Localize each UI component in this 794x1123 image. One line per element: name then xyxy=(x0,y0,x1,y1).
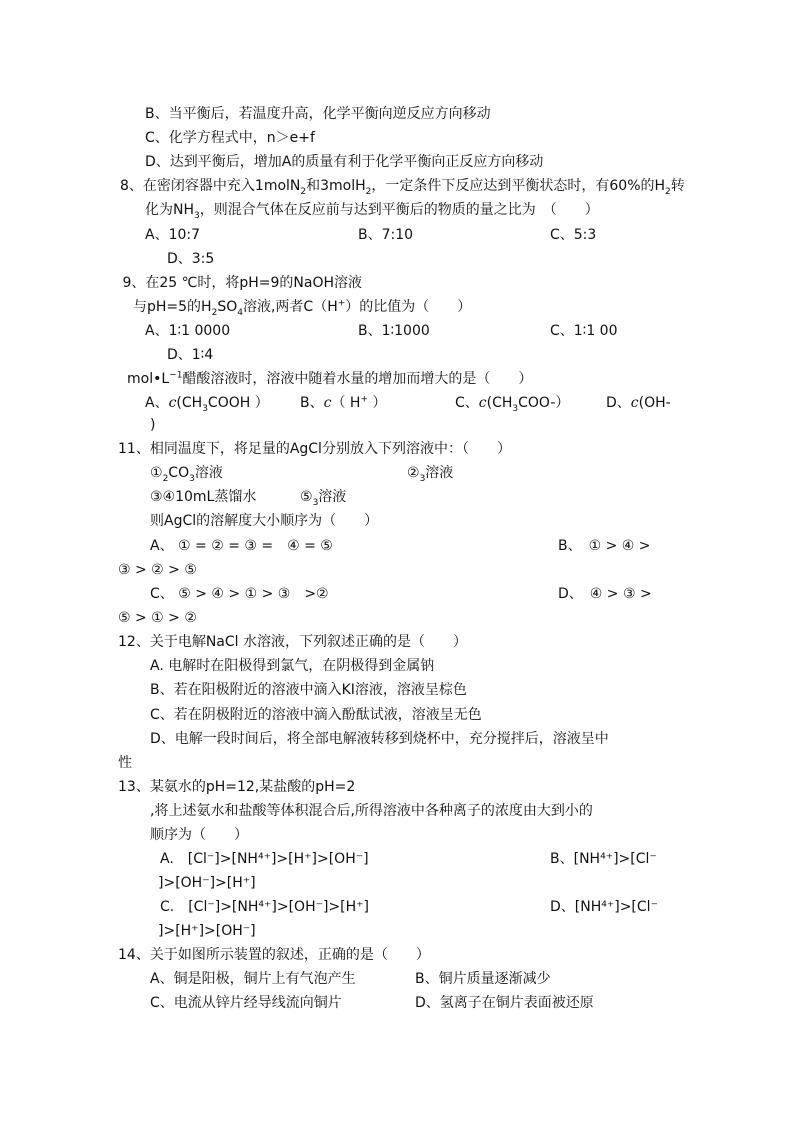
q12-option-c: C、若在阴极附近的溶液中滴入酚酞试液，溶液呈无色 xyxy=(150,707,482,723)
q12-stem: 12、关于电解NaCl 水溶液，下列叙述正确的是（ ） xyxy=(118,634,467,650)
q13-option-d-continued: ]>[H⁺]>[OH⁻] xyxy=(158,923,256,939)
q9-option-a: A、1∶1 0000 xyxy=(145,323,231,339)
q12-option-d-continued: 性 xyxy=(118,755,132,771)
q11-option-d: D、 ④ > ③ > xyxy=(558,586,652,602)
q9-option-b: B、1∶1000 xyxy=(358,323,430,339)
q8-option-d: D、3:5 xyxy=(167,251,215,267)
q10-option-d: D、c(OH- xyxy=(606,395,671,411)
q10-option-b: B、c（ H+ ） xyxy=(300,394,387,411)
q11-solution-1: $①_2CO_3$溶液 xyxy=(150,465,223,484)
q14-stem: 14、关于如图所示装置的叙述，正确的是（ ） xyxy=(118,947,430,963)
q12-option-a: A. 电解时在阳极得到氯气，在阴极得到金属钠 xyxy=(150,658,435,674)
q8-stem-line1: 8、在密闭容器中充入1molN$_2$和3molH$_2$，一定条件下反应达到平衡状态时，有60%的$H_2$转 xyxy=(120,178,685,197)
q14-option-c: C、电流从锌片经导线流向铜片 xyxy=(150,995,342,1011)
q10-option-c: C、$c(CH_3COO-)$ xyxy=(455,395,570,414)
q13-stem-line1: 13、某氨水的pH=12,某盐酸的pH=2 xyxy=(118,779,356,795)
q11-solution-2: $②_3$溶液 xyxy=(407,465,454,484)
q11-option-b-continued: ③ > ② > ⑤ xyxy=(118,562,197,578)
q8-option-c: C、5:3 xyxy=(550,227,597,243)
q7-option-c: C、化学方程式中，n＞e+f xyxy=(145,130,315,146)
q11-solution-5: $⑤_3$溶液 xyxy=(300,489,347,508)
q14-option-a: A、铜是阳极，铜片上有气泡产生 xyxy=(150,971,356,987)
q7-option-d: D、达到平衡后，增加A的质量有利于化学平衡向正反应方向移动 xyxy=(145,154,544,170)
q13-stem-line3: 顺序为（ ） xyxy=(150,827,248,843)
q13-option-b: B、[NH⁴⁺]>[Cl⁻ xyxy=(550,851,657,867)
q8-option-b: B、7:10 xyxy=(358,227,414,243)
q13-option-c: C. [Cl⁻]>[NH⁴⁺]>[OH⁻]>[H⁺] xyxy=(160,899,370,915)
q8-stem-line2: 化为$NH_3$，则混合气体在反应前与达到平衡后的物质的量之比为 （ ） xyxy=(145,202,599,221)
q11-option-a: A、 ① = ② = ③ = ④ = ⑤ xyxy=(150,538,333,554)
q12-option-d: D、电解一段时间后，将全部电解液转移到烧杯中，充分搅拌后，溶液呈中 xyxy=(150,731,609,747)
q13-stem-line2: ,将上述氨水和盐酸等体积混合后,所得溶液中各种离子的浓度由大到小的 xyxy=(150,803,593,819)
q8-option-a: A、10:7 xyxy=(145,227,201,243)
q11-option-c: C、 ⑤ > ④ > ① > ③ >② xyxy=(150,586,329,602)
q7-option-b: B、当平衡后，若温度升高，化学平衡向逆反应方向移动 xyxy=(145,106,491,122)
q12-option-b: B、若在阳极附近的溶液中滴入KI溶液，溶液呈棕色 xyxy=(150,682,467,698)
q11-option-d-continued: ⑤ > ① > ② xyxy=(118,610,197,626)
q13-option-d: D、[NH⁴⁺]>[Cl⁻ xyxy=(550,899,658,915)
q14-option-b: B、铜片质量逐渐减少 xyxy=(415,971,551,987)
q9-stem-line1: 9、在25 ℃时，将pH=9的NaOH溶液 xyxy=(118,275,362,291)
q9-option-c: C、1∶1 00 xyxy=(550,323,618,339)
q9-stem-line2: 与pH=5的$H_2SO_4$溶液,两者C（H+）的比值为（ ） xyxy=(133,298,472,318)
q9-option-d: D、1∶4 xyxy=(167,347,214,363)
q13-option-a: A. [Cl⁻]>[NH⁴⁺]>[H⁺]>[OH⁻] xyxy=(160,851,369,867)
q11-stem: 11、相同温度下，将足量的AgCl分别放入下列溶液中：（ ） xyxy=(118,441,511,457)
q10-stem: $mol•L^{-1}$醋酸溶液时，溶液中随着水量的增加而增大的是（ ） xyxy=(127,370,533,387)
q11-option-b: B、 ① > ④ > xyxy=(558,538,651,554)
q11-solution-3-4: ③④10mL蒸馏水 xyxy=(150,489,257,505)
q14-option-d: D、氢离子在铜片表面被还原 xyxy=(415,995,594,1011)
q11-order-prompt: 则AgCl的溶解度大小顺序为（ ） xyxy=(150,513,379,529)
q10-option-a: A、$c(CH_3COOH$ ） xyxy=(145,395,269,414)
q10-option-d-continued: ) xyxy=(150,417,156,433)
q13-option-b-continued: ]>[OH⁻]>[H⁺] xyxy=(158,875,256,891)
